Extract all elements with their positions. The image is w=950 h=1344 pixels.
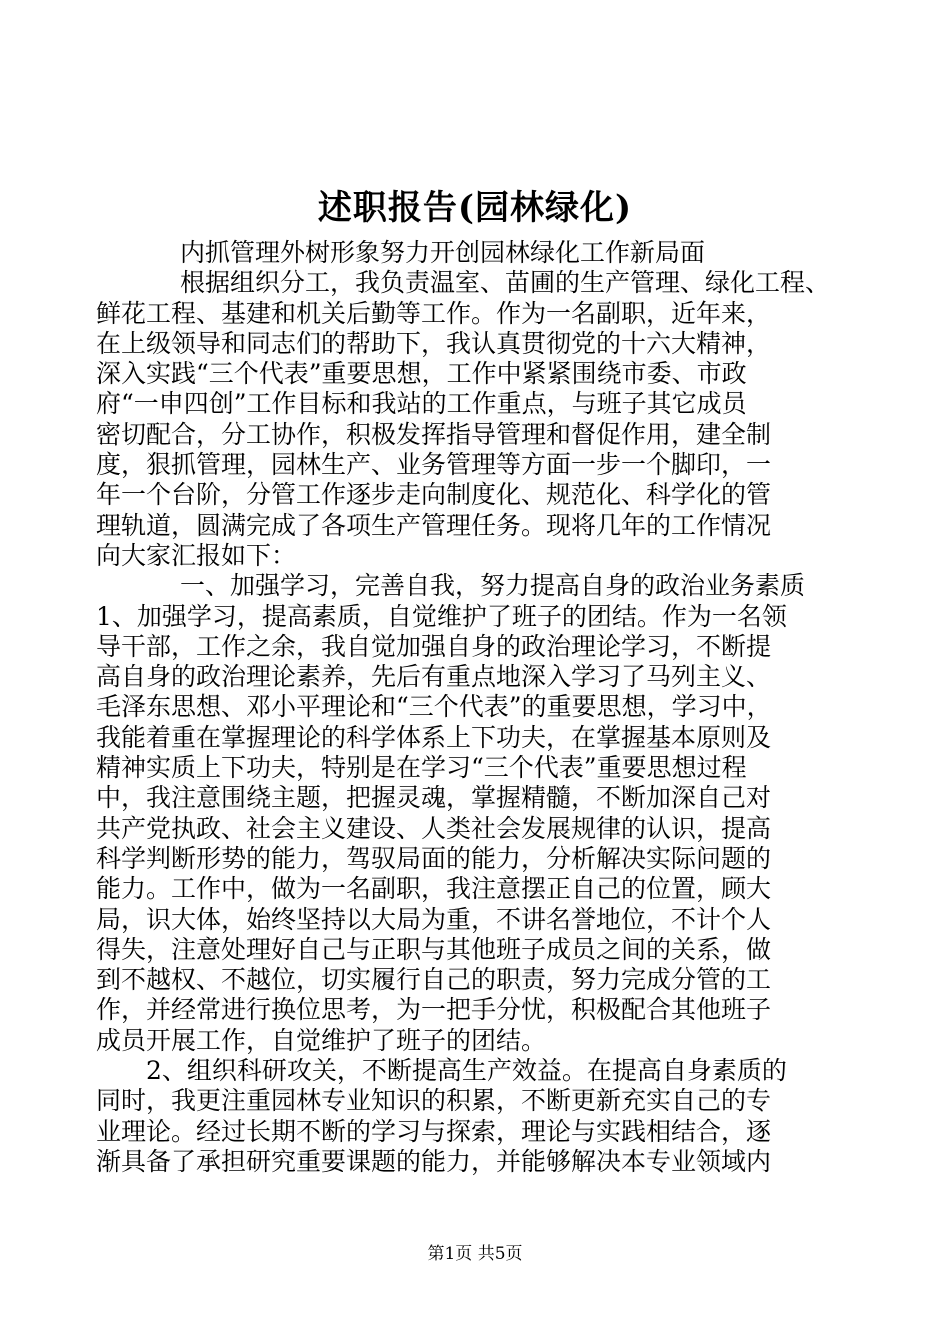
paragraph-line: 成员开展工作，自觉维护了班子的团结。: [96, 1025, 547, 1055]
paragraph-line: 根据组织分工，我负责温室、苗圃的生产管理、绿化工程、: [180, 268, 831, 298]
paragraph-line: 能力。工作中，做为一名副职，我注意摆正自己的位置，顾大: [96, 874, 772, 904]
section-heading: 一、加强学习，完善自我，努力提高自身的政治业务素质: [180, 571, 806, 601]
document-body: [96, 238, 856, 1177]
paragraph-line: 导干部，工作之余，我自觉加强自身的政治理论学习，不断提: [96, 631, 772, 661]
paragraph-line: 同时，我更注重园林专业知识的积累，不断更新充实自己的专: [96, 1086, 772, 1116]
paragraph-line: 年一个台阶，分管工作逐步走向制度化、规范化、科学化的管: [96, 480, 772, 510]
paragraph-line: 内抓管理外树形象努力开创园林绿化工作新局面: [180, 238, 706, 267]
paragraph-line: 向大家汇报如下：: [96, 540, 297, 570]
paragraph-line: 中，我注意围绕主题，把握灵魂，掌握精髓，不断加深自己对: [96, 783, 772, 813]
paragraph-line: 毛泽东思想、邓小平理论和“三个代表”的重要思想，学习中，: [96, 692, 772, 722]
paragraph-line: 密切配合，分工协作，积极发挥指导管理和督促作用，建全制: [96, 419, 772, 449]
paragraph-line: 渐具备了承担研究重要课题的能力，并能够解决本专业领域内: [96, 1146, 772, 1176]
paragraph-line: 度，狠抓管理，园林生产、业务管理等方面一步一个脚印，一: [96, 450, 772, 480]
paragraph-line: 局，识大体，始终坚持以大局为重，不讲名誉地位，不计个人: [96, 904, 772, 934]
paragraph-line: 高自身的政治理论素养，先后有重点地深入学习了马列主义、: [96, 662, 772, 692]
paragraph-line: 府“一申四创”工作目标和我站的工作重点，与班子其它成员: [96, 389, 747, 419]
paragraph-line: 深入实践“三个代表”重要思想，工作中紧紧围绕市委、市政: [96, 359, 747, 389]
paragraph-line: 共产党执政、社会主义建设、人类社会发展规律的认识，提高: [96, 813, 772, 843]
paragraph-line: 我能着重在掌握理论的科学体系上下功夫，在掌握基本原则及: [96, 722, 772, 752]
paragraph-line: 得失，注意处理好自己与正职与其他班子成员之间的关系，做: [96, 934, 772, 964]
paragraph-line: 到不越权、不越位，切实履行自己的职责，努力完成分管的工: [96, 965, 772, 995]
paragraph-line: 精神实质上下功夫，特别是在学习“三个代表”重要思想过程: [96, 753, 747, 783]
paragraph-line: 作，并经常进行换位思考，为一把手分忧，积极配合其他班子: [96, 995, 772, 1025]
page-footer: 第1页 共5页: [427, 1244, 523, 1264]
paragraph-line: 科学判断形势的能力，驾驭局面的能力，分析解决实际问题的: [96, 843, 772, 873]
document-title: 述职报告(园林绿化): [317, 188, 633, 228]
paragraph-line: 2、组织科研攻关，不断提高生产效益。在提高自身素质的: [146, 1056, 787, 1086]
paragraph-line: 理轨道，圆满完成了各项生产管理任务。现将几年的工作情况: [96, 510, 772, 540]
paragraph-line: 业理论。经过长期不断的学习与探索，理论与实践相结合，逐: [96, 1116, 772, 1146]
paragraph-line: 鲜花工程、基建和机关后勤等工作。作为一名副职，近年来，: [96, 298, 772, 328]
paragraph-line: 1、加强学习，提高素质，自觉维护了班子的团结。作为一名领: [96, 601, 787, 631]
paragraph-line: 在上级领导和同志们的帮助下，我认真贯彻党的十六大精神，: [96, 328, 772, 358]
